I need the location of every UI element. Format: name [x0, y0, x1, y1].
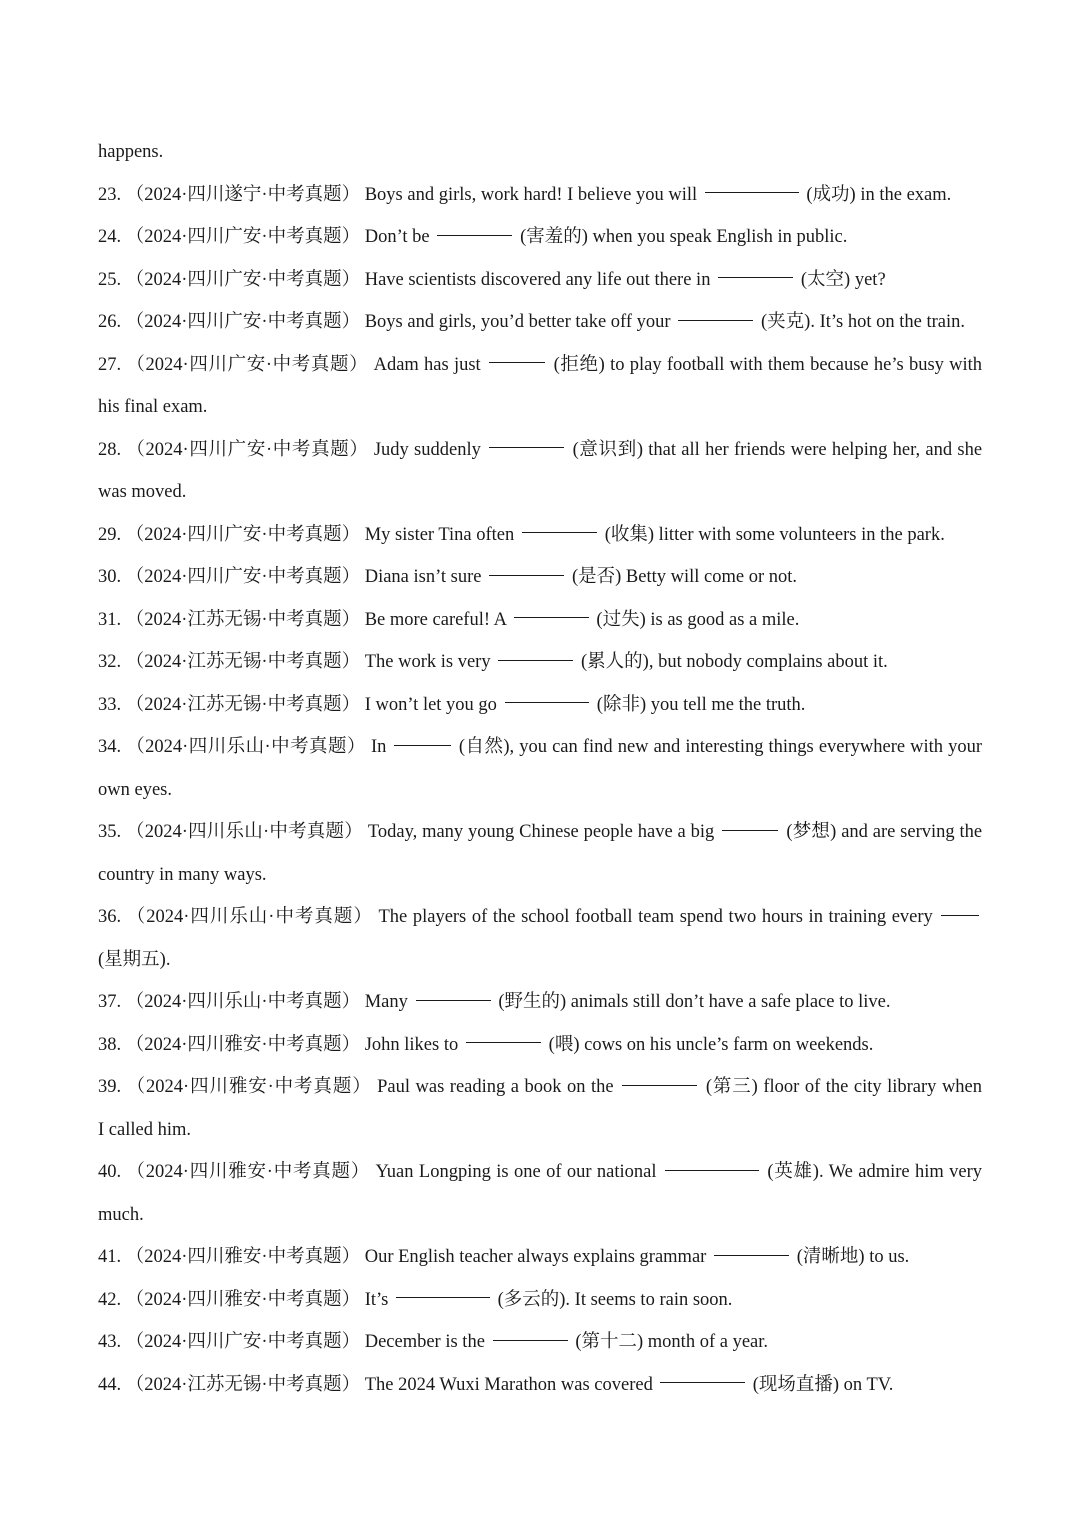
question-text-after: is as good as a mile.	[650, 609, 800, 630]
question-text-after: when you speak English in public.	[592, 227, 848, 247]
question-text-after: month of a year.	[647, 1332, 769, 1352]
question-source: （2024·四川乐山·中考真题）	[125, 992, 361, 1012]
question-line	[98, 514, 982, 557]
answer-blank[interactable]	[466, 1024, 541, 1044]
question-source: （2024·四川广安·中考真题）	[125, 567, 361, 587]
answer-blank[interactable]	[722, 811, 778, 831]
question-text: Be more careful! A	[364, 609, 506, 630]
answer-blank[interactable]	[665, 1151, 759, 1171]
question-line	[98, 1321, 982, 1364]
question-line	[98, 1151, 982, 1194]
question-source: （2024·四川雅安·中考真题）	[125, 1247, 361, 1267]
answer-blank[interactable]	[522, 514, 597, 534]
chinese-hint: (过失)	[596, 609, 646, 630]
question-line	[98, 301, 982, 344]
question-number: 29.	[98, 524, 122, 545]
answer-blank[interactable]	[437, 216, 512, 236]
question-source: （2024·四川雅安·中考真题）	[126, 1162, 371, 1182]
continuation-line	[98, 1194, 982, 1237]
question-number: 24.	[98, 227, 122, 247]
chinese-hint: (第三)	[705, 1077, 758, 1097]
question-source: （2024·四川雅安·中考真题）	[126, 1077, 372, 1097]
question-source: （2024·四川广安·中考真题）	[125, 524, 361, 545]
question-text: Diana isn’t sure	[364, 567, 482, 587]
question-source: （2024·江苏无锡·中考真题）	[125, 609, 361, 630]
chinese-hint: (英雄).	[767, 1162, 824, 1182]
question-number: 42.	[98, 1289, 122, 1310]
question-source: （2024·四川雅安·中考真题）	[125, 1289, 361, 1310]
continuation-line	[98, 131, 982, 174]
question-number: 25.	[98, 269, 122, 290]
question-source: （2024·四川广安·中考真题）	[125, 312, 361, 332]
chinese-hint: (收集)	[604, 524, 655, 545]
question-line	[98, 1364, 982, 1407]
question-text: The work is very	[364, 652, 491, 672]
question-number: 32.	[98, 652, 122, 672]
chinese-hint: (成功)	[806, 184, 856, 205]
question-text-continued: own eyes.	[98, 779, 172, 800]
question-text-after: litter with some volunteers in the park.	[658, 524, 945, 545]
question-number: 37.	[98, 992, 122, 1012]
question-text-after: It’s hot on the train.	[819, 312, 966, 332]
question-line	[98, 1236, 982, 1279]
chinese-hint: (现场直播)	[752, 1374, 840, 1395]
answer-blank[interactable]	[514, 599, 589, 619]
question-number: 27.	[98, 354, 122, 375]
question-text: Boys and girls, you’d better take off your	[364, 312, 671, 332]
question-text-after: but nobody complains about it.	[658, 652, 888, 672]
answer-blank[interactable]	[714, 1236, 789, 1256]
question-source: （2024·四川乐山·中考真题）	[125, 822, 363, 842]
answer-blank[interactable]	[498, 641, 573, 661]
chinese-hint: (除非)	[596, 694, 647, 715]
chinese-hint: (多云的).	[497, 1289, 571, 1310]
chinese-hint: (野生的)	[498, 992, 567, 1012]
question-text-after: cows on his uncle’s farm on weekends.	[584, 1034, 874, 1055]
question-number: 41.	[98, 1247, 122, 1267]
question-text: Boys and girls, work hard! I believe you will	[364, 184, 698, 205]
question-line	[98, 259, 982, 302]
answer-blank[interactable]	[394, 726, 450, 746]
question-line	[98, 981, 982, 1024]
answer-blank[interactable]	[489, 556, 564, 576]
question-text-after: and are serving the	[841, 822, 983, 842]
question-line	[98, 896, 982, 939]
answer-blank[interactable]	[660, 1364, 745, 1384]
question-text: In	[370, 737, 387, 757]
continuation-line	[98, 769, 982, 812]
question-source: （2024·四川广安·中考真题）	[125, 1332, 361, 1352]
question-number: 33.	[98, 694, 122, 715]
question-text: December is the	[364, 1332, 485, 1352]
chinese-hint: (害羞的)	[520, 227, 588, 247]
question-source: （2024·四川广安·中考真题）	[125, 269, 361, 290]
question-line	[98, 429, 982, 472]
answer-blank[interactable]	[489, 344, 545, 364]
question-number: 26.	[98, 312, 122, 332]
question-source: （2024·江苏无锡·中考真题）	[125, 652, 361, 672]
answer-blank[interactable]	[416, 981, 491, 1001]
question-line	[98, 174, 982, 217]
question-text-after: floor of the city library when	[763, 1077, 983, 1097]
question-text-after: you can find new and interesting things everywhere with your	[519, 737, 983, 757]
question-text-after: to us.	[869, 1247, 910, 1267]
question-number: 43.	[98, 1332, 122, 1352]
question-text-after: that all her friends were helping her, and she	[648, 439, 983, 460]
answer-blank[interactable]	[705, 174, 799, 194]
answer-blank[interactable]	[396, 1279, 490, 1299]
question-text-continued: country in many ways.	[98, 864, 267, 885]
question-source: （2024·江苏无锡·中考真题）	[125, 694, 361, 715]
continuation-line	[98, 386, 982, 429]
question-text: The 2024 Wuxi Marathon was covered	[364, 1374, 653, 1395]
question-source: （2024·四川雅安·中考真题）	[125, 1034, 361, 1055]
question-line	[98, 684, 982, 727]
question-text-continued: (星期五).	[98, 949, 171, 970]
answer-blank[interactable]	[493, 1321, 568, 1341]
answer-blank[interactable]	[941, 896, 979, 916]
question-line	[98, 1066, 982, 1109]
question-text: happens.	[98, 142, 164, 162]
question-source: （2024·四川乐山·中考真题）	[126, 907, 373, 927]
continuation-line	[98, 1109, 982, 1152]
chinese-hint: (累人的),	[581, 652, 654, 672]
question-number: 39.	[98, 1077, 122, 1097]
question-source: （2024·四川乐山·中考真题）	[126, 737, 366, 757]
answer-blank[interactable]	[678, 301, 753, 321]
question-source: （2024·江苏无锡·中考真题）	[125, 1374, 361, 1395]
question-text: I won’t let you go	[364, 694, 497, 715]
question-line	[98, 344, 982, 387]
question-text-after: It seems to rain soon.	[574, 1289, 733, 1310]
question-number: 35.	[98, 822, 122, 842]
question-number: 31.	[98, 609, 122, 630]
question-source: （2024·四川广安·中考真题）	[126, 439, 369, 460]
question-source: （2024·四川广安·中考真题）	[126, 354, 369, 375]
question-line	[98, 1279, 982, 1322]
question-number: 30.	[98, 567, 122, 587]
question-text-after: you tell me the truth.	[650, 694, 806, 715]
question-text: Many	[364, 992, 408, 1012]
question-text-continued: was moved.	[98, 482, 187, 502]
question-text-continued: much.	[98, 1204, 144, 1225]
question-source: （2024·四川广安·中考真题）	[125, 227, 361, 247]
question-text: John likes to	[364, 1034, 459, 1055]
answer-blank[interactable]	[489, 429, 564, 449]
question-number: 40.	[98, 1162, 122, 1182]
question-line	[98, 1024, 982, 1067]
question-text-after: in the exam.	[860, 184, 952, 205]
question-text: Today, many young Chinese people have a big	[367, 822, 715, 842]
question-number: 38.	[98, 1034, 122, 1055]
question-line	[98, 216, 982, 259]
question-text: Paul was reading a book on the	[377, 1077, 614, 1097]
question-number: 44.	[98, 1374, 122, 1395]
question-line	[98, 811, 982, 854]
question-number: 34.	[98, 737, 122, 757]
question-text: Have scientists discovered any life out there in	[364, 269, 711, 290]
chinese-hint: (太空)	[800, 269, 851, 290]
continuation-line	[98, 471, 982, 514]
answer-blank[interactable]	[718, 259, 793, 279]
question-text-after: Betty will come or not.	[625, 567, 798, 587]
question-number: 28.	[98, 439, 122, 460]
question-text: Yuan Longping is one of our national	[375, 1162, 657, 1182]
question-text: Judy suddenly	[373, 439, 481, 460]
chinese-hint: (拒绝)	[553, 354, 605, 375]
question-text-after: yet?	[854, 269, 886, 290]
chinese-hint: (第十二)	[575, 1332, 644, 1352]
chinese-hint: (喂)	[548, 1034, 580, 1055]
chinese-hint: (清晰地)	[796, 1247, 865, 1267]
question-text-after: We admire him very	[828, 1162, 983, 1182]
continuation-line	[98, 939, 982, 982]
chinese-hint: (是否)	[571, 567, 622, 587]
question-number: 36.	[98, 907, 122, 927]
chinese-hint: (意识到)	[572, 439, 644, 460]
question-text-after: animals still don’t have a safe place to live.	[570, 992, 891, 1012]
question-text: My sister Tina often	[364, 524, 515, 545]
chinese-hint: (自然),	[458, 737, 515, 757]
answer-blank[interactable]	[622, 1066, 697, 1086]
question-line	[98, 556, 982, 599]
question-text-after: on TV.	[843, 1374, 894, 1395]
question-text: It’s	[364, 1289, 389, 1310]
question-line	[98, 726, 982, 769]
question-list	[98, 131, 982, 1406]
question-text-after: to play football with them because he’s busy with	[610, 354, 983, 375]
question-text: Our English teacher always explains grammar	[364, 1247, 707, 1267]
chinese-hint: (夹克).	[761, 312, 815, 332]
chinese-hint: (梦想)	[786, 822, 837, 842]
question-text-continued: his final exam.	[98, 397, 208, 417]
question-line	[98, 599, 982, 642]
question-line	[98, 641, 982, 684]
continuation-line	[98, 854, 982, 897]
question-text: Don’t be	[364, 227, 430, 247]
question-text: Adam has just	[373, 354, 481, 375]
question-source: （2024·四川遂宁·中考真题）	[125, 184, 361, 205]
question-number: 23.	[98, 184, 122, 205]
question-text: The players of the school football team spend two hours in training every	[378, 907, 933, 927]
question-text-continued: I called him.	[98, 1119, 191, 1140]
answer-blank[interactable]	[505, 684, 590, 704]
